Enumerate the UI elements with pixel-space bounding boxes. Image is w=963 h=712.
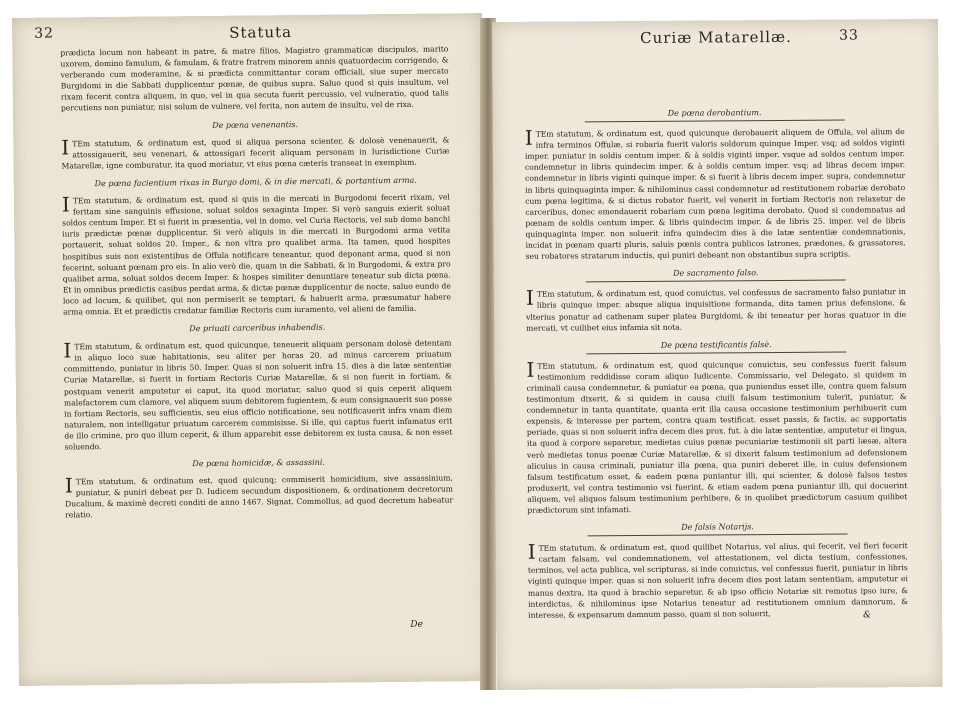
statute-paragraph: prædicta locum non habeant in patre, & matre filios, Magistro grammaticæ discipulos, marito uxorem, domino famulum, & famulam, & fratre fratrem minorem annis quatuordecim corrigendo, & verberando cum moderamine, & si prædicta committantur coram officiali, siue super mercato Burgidomi in die Sabbati dupplicentur pœnæ, de quibus supra. Saluo quod si quis insultum, vel rixam fecerit contra aliquem, in quo, vel in qua secuta fuerit percussio, vel vulneratio, quod talis percutiens non puniatur, nisi solum de vulnere, vel ferita, non autem de insultu, vel de rixa. <box>60 44 449 113</box>
right-page <box>492 19 943 690</box>
paragraph-text: TEm statutum, & ordinatum est, quod quilibet Notarius, vel alius, qui fecerit, vel fieri fecerit cartam falsam, vel condemnationem, vel attestationem, vel dicta testium, confessiones, terminos, vel acta publica, vel scripturas, si inde conuictus, vel confessus fuerit, puniatur in libris viginti quinque imper. quas si non soluerit infra decem dies post latam sententiam, amputetur ei manus dextra, ita quod à brachio separetur, & ab ipso officio Notariæ sit remotus ipso iure, & interdictus, & nihilominus ipse Notarius teneatur ad restitutionem omnium damnorum, & interesse, & expensarum damnum passo, quam si non soluerit, <box>527 541 909 620</box>
section-heading: De pœna facientium rixas in Burgo domi, & in die mercati, & portantium arma. <box>94 175 417 189</box>
paragraph-text: TEm statutum, & ordinatum est, quod quicunque conuictus, seu confessus fuerit falsum testimonium reddidisse coram aliquo Iudicente. Commissario, vel Delegato, si quidem in criminali causa condemnetur, & puniatur ea pœna, qua puniendus esset ille, contra quem falsum testimonium dixerit, & si quidem in causa ciuili falsum testimonium tulerit, puniatur, & condemnetur in tanta quantitate, quanta erit illa causa occasione testimonium perhibuerit cum expensis, & interesse per partem, contra quam testificat. esset passis, & factis, ac supportatis periade, quas si non soluerit infra decem dies prox. fut. à die latæ sententiæ, amputetur ei lingua, ita quod à corpore separetur, medietas cuius pœnæ pecuniariæ testimonii sit parti læsæ, altera verò medietas tonus poenæ Curiæ Matarellæ, & si dixerit falsum testimonium ad defensionem alicuius in causa criminali, puniatur illa pœna, qua puniri deberet ille, in cuius defensionem falsum testificatum esset, & eadem pœna puniantur illi, qui scienter, & dolosè falsos testes produxerit, vel contra testimonio vsi fuerint, & etiam eadem pœna puniantur illi, qui docuerint aliquem, vel aliquos falsum testimonium perhibere, & in quolibet prædictorum casuum quilibet prædictorum sint infamati. <box>526 358 908 515</box>
paragraph-text: TEm statutum, & ordinatum est, quod conuictus, vel confessus de sacramento falso puniatur in libris quinque imper. absque aliqua inquisitione formanda, dita tamen prius defensione, & vlterius ponatur ad cathenam super platea Burgidomi, & ibi teneatur per horas quatuor in die mercati, vt cuilibet eius infamia sit nota. <box>526 287 907 333</box>
left-page-body <box>60 43 453 521</box>
drop-cap: I <box>527 539 536 564</box>
paragraph-text: TEm statutum, & ordinatum est, quod quicunque, teneuerit aliquam personam dolosè detentam in aliquo loco suæ habitationis, seu aliter per horas 20. ad minus carcerem priuatum committendo, puniatur in libris 50. Imper. Quas si non soluerit infra 15. dies à die latæ sententiæ Curiæ Matarellæ, si fuerit in fortiam Rectoris Curiæ Matarellæ, & si non fuerit in fortiam, & postquam venerit amputetur ei caput, ita quod moriatur, saluo quod si quis ceperit aliquem malefactorem cum clamore, vel aliquem suum debitorem fugientem, & eum consignauerit suo posse in fortiam Rectoris, seu sufficientis, seu eius officio notificatione, seu notificauerit infra vnam diem naturalem, non intelligatur priuatum carcerem commisisse. Si ille, qui captus fuerit infamatus erit de illo crimine, pro quo illum ceperit, & illum apparebit esse debitorem ex iusta causa, & non esset soluendo. <box>63 338 453 452</box>
statute-paragraph <box>526 358 907 516</box>
section-heading: De falsis Notarijs. <box>587 521 847 537</box>
statute-paragraph <box>528 540 909 620</box>
drop-cap: I <box>64 473 73 498</box>
running-title: Curiæ Matarellæ. <box>640 27 792 47</box>
statute-paragraph <box>525 126 906 262</box>
right-page-header <box>492 27 938 47</box>
drop-cap: I <box>525 286 534 311</box>
statute-paragraph <box>65 473 453 521</box>
section-heading: De pœna venenantis. <box>212 119 299 130</box>
paragraph-text: TEm statutum, & ordinatum est, quod quicunq; commiserit homicidium, sive assassinium, puniatur, & puniri debeat per D. Iudicem secundum dispositionem, & ordinationem decretorum Ducalium, & maximè decreti conditi de anno 1467. Signat. Commollus, ad quod decretum habeatur relatio. <box>65 473 454 520</box>
left-page <box>12 13 489 686</box>
drop-cap: I <box>63 338 72 363</box>
section-heading: De sacramento falso. <box>586 267 846 283</box>
statute-paragraph <box>61 134 449 171</box>
drop-cap: I <box>524 125 533 150</box>
paragraph-text: TEm statutum, & ordinatum est, quod si aliqua persona scienter, & dolosè venenauerit, & attossigauerit, seu venenari, & attossigari fecerit aliquam personam in Iurisdictione Curiæ Matarellæ, igne comburatur, ita quod moriatur, vt eius pœna cæteris transeat in exemplum. <box>61 135 450 171</box>
page-number: 33 <box>839 27 859 44</box>
bleed-through-text <box>528 81 908 84</box>
drop-cap: I <box>61 135 70 160</box>
paragraph-text: TEm statutum, & ordinatum est, quod si quis in die mercati in Burgodomi fecerit rixam, vel feritam sine sanguinis effusione, soluat soldos sexaginta Imper. Si verò sanguis exierit soluat soldos centum Imper. Et si fuerit in præsentia, vel in domo, vel Curia Rectoris, vel sub domo banchi iuris prædictæ pœnæ dupplicentur. Si verò aliquis in die mercati in Burgodomi arma vetita portauerit, soluat soldos 20. Imper., & non vltra pro qualibet arma. Ita tamen, quod hospites hospitibus suis non existentibus de Offula notificare teneantur, quod deponant arma, quod si non fecerint, soluant pœnam pro eis. In alio verò die, quam in die Sabbati, & in Burgodomi, & extra pro qualibet arma, soluat soldos decem Imper. & hospes similiter denuntiare teneatur sub dicta pœna. Et in omnibus prædictis casibus perdat arma, & dictæ pœnæ dupplicentur de nocte, saluo eundo de loco ad locum, & quilibet, qui non permiserit se temptari, & habuerit arma, præsumatur habere arma omnia. Et et prædictis credatur familiæ Rectoris cum iuramento, vel alieni de familia. <box>62 192 451 317</box>
left-page-header <box>34 21 464 42</box>
section-heading: De priuati carceribus inhabendis. <box>189 322 326 334</box>
statute-paragraph <box>526 286 906 333</box>
paragraph-text: TEm statutum, & ordinatum est, quod quicunque derobauerit aliquem de Offula, vel alium de infra terminos Offulæ, si robaria fuerit valoris soldorum quinque Imper. vsq; ad soldos viginti imper. puniatur in soldis centum imper. & à soldis viginti imper. vsque ad soldos centum imper. condemnetur in libris quindecim imper. & à soldis centum imper. vsq; ad libras decem imper. condemnetur in libris viginti quinque imper. & si fuerit à libris decem imper. supra, condemnetur in libris quinquaginta imper. & nihilominus cassi condemnetur ad restitutionem robariæ derobato cum pœna legitima, & si dictus robator fuerit, vel venerit in fortiam Rectoris non relaxetur de carceribus, donec emendauerit robariam cum pœna legitima derobato. Quod si condemnatus ad pœnam de soldis centum imper. & libris quindecim imper. & de libris 25. imper. vel de libris quinquaginta imper. non soluerit infra quindecim dies à die latæ sententiæ condemnationis, incidat in pœnam quarti pluris, saluis pœnis contra publicos latrones, prædones, & grassatores, seu robatores stratarum inductis, qui puniri debeant non obstantibus supra scriptis. <box>524 127 906 261</box>
drop-cap: I <box>526 357 535 382</box>
page-number: 32 <box>34 25 55 42</box>
running-title: Statuta <box>229 23 293 42</box>
section-heading: De pœna derobantium. <box>585 107 845 123</box>
section-heading: De pœna testificantis falsè. <box>586 338 846 354</box>
catchword: De <box>410 619 423 630</box>
section-heading: De pœna homicidæ, & assassini. <box>192 457 325 469</box>
drop-cap: I <box>61 192 70 217</box>
statute-paragraph <box>63 338 452 453</box>
catchword: & <box>863 610 872 621</box>
statute-paragraph <box>62 191 451 317</box>
right-page-body <box>525 99 909 620</box>
